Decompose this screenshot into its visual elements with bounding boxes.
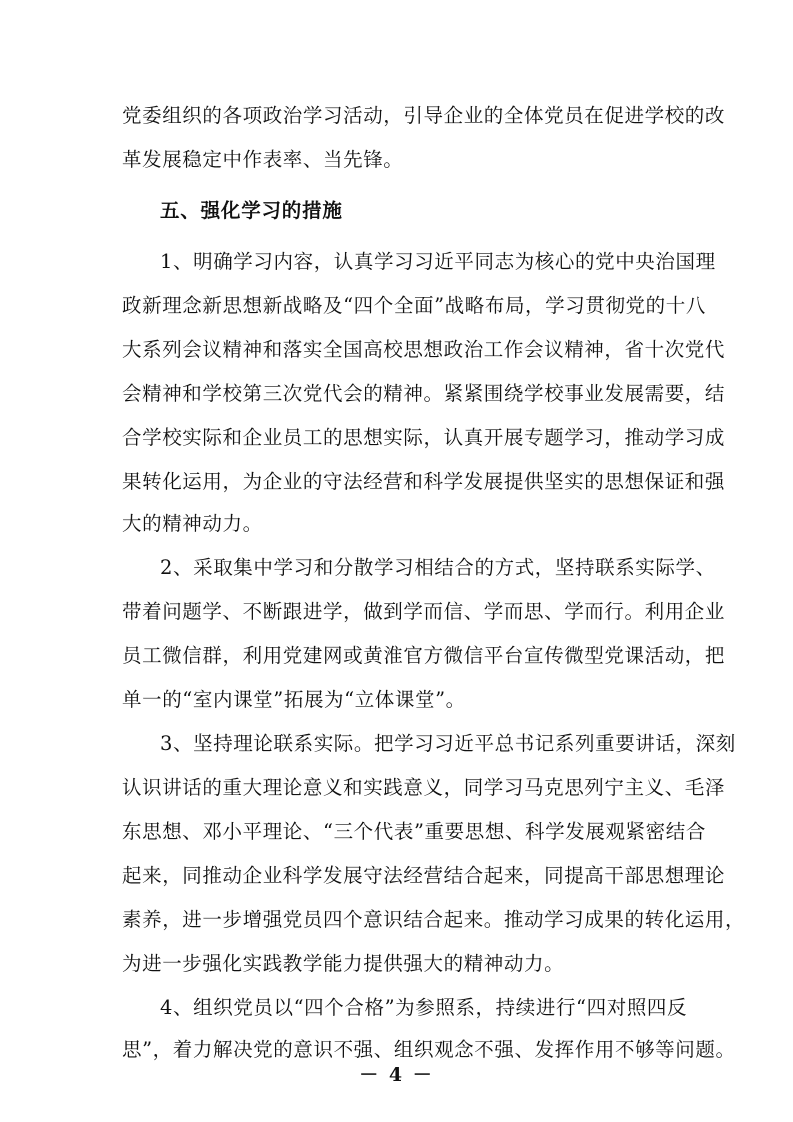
paragraph-3-line-4: 起来，同推动企业科学发展守法经营结合起来，同提高干部思想理论 bbox=[122, 864, 726, 887]
paragraph-1-line-3: 大系列会议精神和落实全国高校思想政治工作会议精神，省十次党代 bbox=[122, 338, 726, 361]
paragraph-intro-line-2: 革发展稳定中作表率、当先锋。 bbox=[122, 148, 404, 171]
paragraph-4-line-1: 4、组织党员以“四个合格”为参照系，持续进行“四对照四反 bbox=[160, 996, 688, 1019]
paragraph-3-line-1: 3、坚持理论联系实际。把学习习近平总书记系列重要讲话，深刻 bbox=[160, 732, 736, 755]
paragraph-3-line-3: 东思想、邓小平理论、“三个代表”重要思想、科学发展观紧密结合 bbox=[122, 820, 706, 843]
page-number: － 4 － bbox=[359, 1064, 434, 1086]
paragraph-4-line-2: 思”，着力解决党的意识不强、组织观念不强、发挥作用不够等问题。 bbox=[122, 1038, 736, 1061]
paragraph-1-line-6: 果转化运用，为企业的守法经营和科学发展提供坚实的思想保证和强 bbox=[122, 470, 726, 493]
paragraph-1-line-7: 大的精神动力。 bbox=[122, 512, 263, 535]
paragraph-3-line-6: 为进一步强化实践教学能力提供强大的精神动力。 bbox=[122, 952, 565, 975]
paragraph-2-line-2: 带着问题学、不断跟进学，做到学而信、学而思、学而行。利用企业 bbox=[122, 600, 726, 623]
section-heading: 五、强化学习的措施 bbox=[160, 199, 343, 222]
paragraph-2-line-3: 员工微信群，利用党建网或黄淮官方微信平台宣传微型党课活动，把 bbox=[122, 644, 726, 667]
paragraph-3-line-2: 认识讲话的重大理论意义和实践意义，同学习马克思列宁主义、毛泽 bbox=[122, 776, 726, 799]
paragraph-1-line-4: 会精神和学校第三次党代会的精神。紧紧围绕学校事业发展需要，结 bbox=[122, 382, 726, 405]
paragraph-1-line-2: 政新理念新思想新战略及“四个全面”战略布局，学习贯彻党的十八 bbox=[122, 294, 706, 317]
paragraph-1-line-1: 1、明确学习内容，认真学习习近平同志为核心的党中央治国理 bbox=[160, 250, 716, 273]
paragraph-2-line-4: 单一的“室内课堂”拓展为“立体课堂”。 bbox=[122, 688, 466, 711]
paragraph-3-line-5: 素养，进一步增强党员四个意识结合起来。推动学习成果的转化运用， bbox=[122, 908, 746, 931]
paragraph-intro-line-1: 党委组织的各项政治学习活动，引导企业的全体党员在促进学校的改 bbox=[122, 104, 726, 127]
paragraph-2-line-1: 2、采取集中学习和分散学习相结合的方式，坚持联系实际学、 bbox=[160, 556, 716, 579]
paragraph-1-line-5: 合学校实际和企业员工的思想实际，认真开展专题学习，推动学习成 bbox=[122, 426, 726, 449]
